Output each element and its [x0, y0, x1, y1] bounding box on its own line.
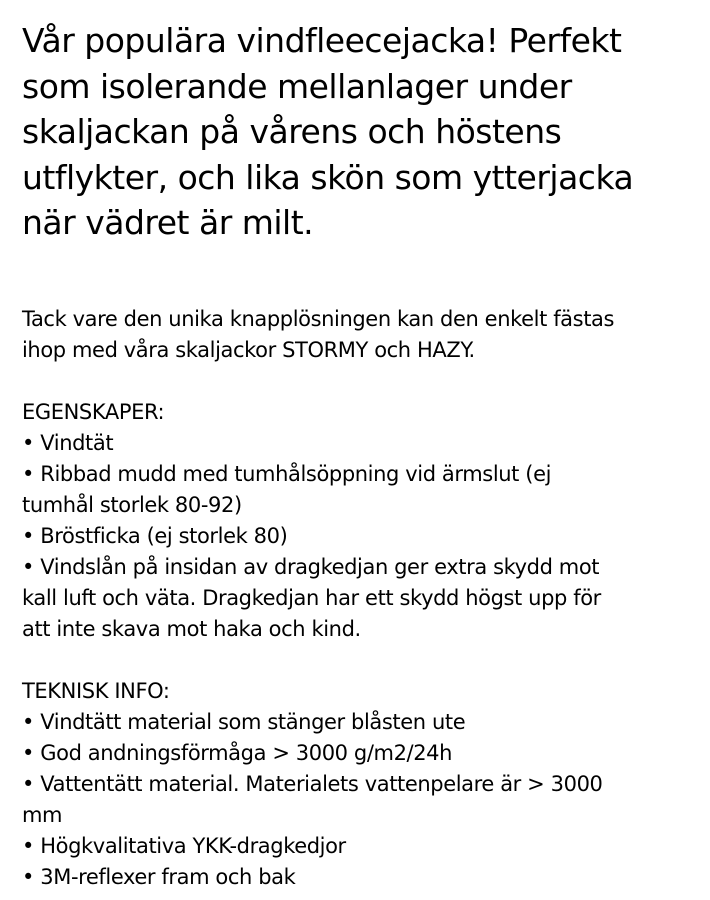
properties-item: • Vindslån på insidan av dragkedjan ger extra skydd mot kall luft och väta. Dragkedjan har ett skydd högst upp för att inte skava mot haka och kind.: [22, 554, 601, 641]
properties-item: • Vindtät: [22, 430, 114, 455]
technical-item: • 3M-reflexer fram och bak: [22, 864, 296, 889]
headline: Vår populära vindfleecejacka! Perfekt som isolerande mellanlager under skaljackan på vårens och höstens utflykter, och lika skön som ytterjacka när vädret är milt.: [22, 21, 634, 242]
properties-item: • Bröstficka (ej storlek 80): [22, 523, 288, 548]
technical-heading: TEKNISK INFO:: [22, 678, 170, 703]
technical-item: • Vattentätt material. Materialets vattenpelare är > 3000 mm: [22, 771, 603, 827]
intro-paragraph: Tack vare den unika knapplösningen kan den enkelt fästas ihop med våra skaljackor STORMY och HAZY.: [22, 306, 615, 362]
properties-item: • Ribbad mudd med tumhålsöppning vid ärmslut (ej tumhål storlek 80-92): [22, 461, 552, 517]
technical-section: [22, 676, 710, 893]
technical-item: • Vindtätt material som stänger blåsten ute: [22, 709, 466, 734]
technical-item: • Högkvalitativa YKK-dragkedjor: [22, 833, 346, 858]
technical-item: • God andningsförmåga > 3000 g/m2/24h: [22, 740, 453, 765]
properties-section: [22, 397, 710, 645]
properties-heading: EGENSKAPER:: [22, 399, 165, 424]
